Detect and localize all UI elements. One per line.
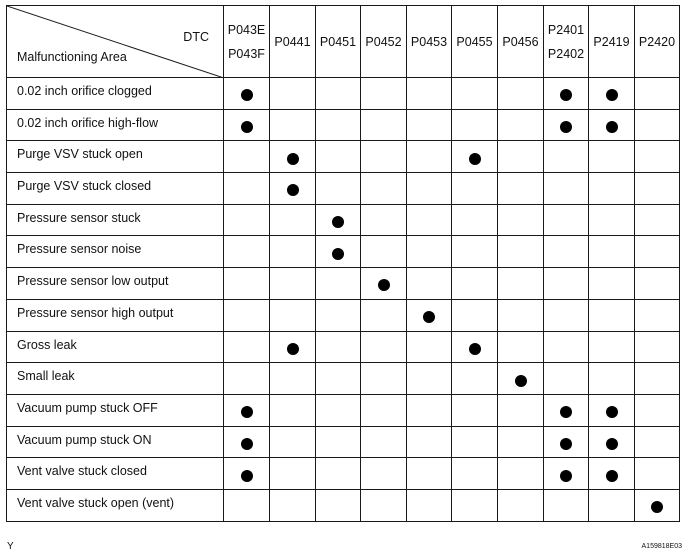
applicable-dot-icon (241, 470, 253, 482)
applicable-dot-icon (469, 153, 481, 165)
dtc-cell (452, 236, 498, 268)
applicable-dot-icon (469, 343, 481, 355)
dtc-cell (361, 426, 407, 458)
dtc-cell (407, 109, 452, 141)
applicable-dot-icon (332, 248, 344, 260)
dtc-cell (316, 489, 361, 521)
applicable-dot-icon (606, 121, 618, 133)
applicable-dot-icon (606, 470, 618, 482)
table-header-row (7, 6, 680, 78)
table-row (7, 141, 680, 173)
dtc-cell (635, 363, 680, 395)
dtc-code-label: P043F (228, 46, 265, 61)
applicable-dot-icon (560, 121, 572, 133)
dtc-cell (224, 489, 270, 521)
dtc-cell (224, 204, 270, 236)
dtc-cell (544, 363, 589, 395)
dtc-cell (544, 331, 589, 363)
applicable-dot-icon (241, 438, 253, 450)
dtc-cell (270, 204, 316, 236)
dtc-cell (224, 299, 270, 331)
dtc-cell (316, 299, 361, 331)
malfunction-area-label: Vent valve stuck open (vent) (7, 489, 224, 521)
dtc-cell (544, 109, 589, 141)
dtc-cell (224, 458, 270, 490)
dtc-cell (589, 489, 635, 521)
malfunction-area-label: Pressure sensor low output (7, 268, 224, 300)
dtc-cell (589, 268, 635, 300)
dtc-cell (316, 458, 361, 490)
dtc-cell (224, 141, 270, 173)
dtc-column-header (635, 6, 680, 78)
dtc-column-header (361, 6, 407, 78)
dtc-cell (270, 141, 316, 173)
dtc-cell (635, 78, 680, 110)
malfunction-area-label: Purge VSV stuck closed (7, 173, 224, 205)
malfunction-area-label: 0.02 inch orifice high-flow (7, 109, 224, 141)
table-row (7, 299, 680, 331)
dtc-cell (452, 363, 498, 395)
dtc-cell (270, 299, 316, 331)
dtc-cell (498, 141, 544, 173)
dtc-column-header (224, 6, 270, 78)
dtc-cell (544, 78, 589, 110)
applicable-dot-icon (606, 438, 618, 450)
table-row (7, 426, 680, 458)
dtc-code-label: P0451 (319, 34, 357, 49)
malfunction-area-label: Vacuum pump stuck OFF (7, 394, 224, 426)
dtc-cell (270, 173, 316, 205)
dtc-column-header (452, 6, 498, 78)
applicable-dot-icon (560, 89, 572, 101)
dtc-cell (224, 426, 270, 458)
dtc-cell (407, 426, 452, 458)
dtc-cell (270, 331, 316, 363)
dtc-cell (589, 426, 635, 458)
dtc-cell (544, 489, 589, 521)
applicable-dot-icon (241, 89, 253, 101)
applicable-dot-icon (332, 216, 344, 228)
table-row (7, 236, 680, 268)
malfunction-area-label: Purge VSV stuck open (7, 141, 224, 173)
dtc-code-label: P0452 (365, 34, 402, 49)
dtc-cell (498, 489, 544, 521)
dtc-cell (407, 489, 452, 521)
dtc-cell (224, 331, 270, 363)
dtc-cell (270, 78, 316, 110)
dtc-cell (635, 299, 680, 331)
dtc-cell (544, 394, 589, 426)
dtc-cell (361, 299, 407, 331)
table-row (7, 204, 680, 236)
dtc-cell (498, 331, 544, 363)
dtc-cell (498, 236, 544, 268)
dtc-cell (316, 268, 361, 300)
dtc-cell (589, 363, 635, 395)
dtc-code-label: P0441 (274, 34, 311, 49)
dtc-cell (544, 141, 589, 173)
applicable-dot-icon (606, 89, 618, 101)
figure-id-label: A159818E03 (641, 543, 682, 550)
dtc-cell (224, 363, 270, 395)
dtc-cell (635, 173, 680, 205)
table-row (7, 331, 680, 363)
dtc-cell (316, 426, 361, 458)
dtc-cell (635, 489, 680, 521)
dtc-cell (270, 426, 316, 458)
dtc-cell (452, 489, 498, 521)
dtc-cell (361, 236, 407, 268)
applicable-dot-icon (287, 153, 299, 165)
dtc-cell (407, 331, 452, 363)
dtc-cell (544, 458, 589, 490)
table-row (7, 458, 680, 490)
table-row (7, 268, 680, 300)
dtc-cell (361, 489, 407, 521)
dtc-code-label: P0455 (456, 34, 493, 49)
dtc-cell (635, 394, 680, 426)
dtc-cell (635, 204, 680, 236)
dtc-cell (635, 109, 680, 141)
malfunction-area-label: Gross leak (7, 331, 224, 363)
dtc-cell (361, 204, 407, 236)
dtc-cell (361, 109, 407, 141)
malfunction-area-label: Vacuum pump stuck ON (7, 426, 224, 458)
dtc-code-label: P0456 (502, 34, 539, 49)
dtc-cell (498, 363, 544, 395)
dtc-cell (270, 458, 316, 490)
dtc-cell (498, 426, 544, 458)
dtc-cell (498, 109, 544, 141)
dtc-code-label: P2402 (547, 46, 585, 61)
dtc-cell (224, 394, 270, 426)
dtc-cell (361, 173, 407, 205)
dtc-cell (544, 236, 589, 268)
dtc-cell (452, 299, 498, 331)
dtc-cell (316, 331, 361, 363)
dtc-cell (589, 236, 635, 268)
dtc-cell (270, 363, 316, 395)
dtc-cell (498, 394, 544, 426)
dtc-cell (224, 173, 270, 205)
malfunction-area-label: 0.02 inch orifice clogged (7, 78, 224, 110)
dtc-cell (316, 394, 361, 426)
dtc-code-label: P0453 (410, 34, 448, 49)
dtc-cell (452, 173, 498, 205)
footer-left-mark: Y (7, 541, 14, 552)
dtc-cell (407, 173, 452, 205)
dtc-cell (452, 394, 498, 426)
dtc-cell (407, 236, 452, 268)
dtc-cell (544, 204, 589, 236)
dtc-cell (544, 173, 589, 205)
dtc-cell (452, 268, 498, 300)
dtc-column-header (407, 6, 452, 78)
dtc-cell (270, 109, 316, 141)
malfunctioning-area-header-label: Malfunctioning Area (17, 50, 127, 64)
dtc-cell (589, 109, 635, 141)
malfunction-area-label: Pressure sensor stuck (7, 204, 224, 236)
applicable-dot-icon (606, 406, 618, 418)
table-row (7, 489, 680, 521)
dtc-cell (635, 141, 680, 173)
dtc-cell (452, 426, 498, 458)
dtc-cell (316, 78, 361, 110)
table-body (7, 78, 680, 522)
dtc-cell (498, 204, 544, 236)
dtc-cell (589, 331, 635, 363)
dtc-column-header (589, 6, 635, 78)
dtc-code-label: P2420 (638, 34, 676, 49)
dtc-cell (407, 268, 452, 300)
dtc-cell (361, 78, 407, 110)
table-row (7, 173, 680, 205)
dtc-cell (498, 458, 544, 490)
dtc-cell (316, 109, 361, 141)
dtc-malfunction-table (6, 5, 680, 522)
dtc-cell (544, 299, 589, 331)
dtc-cell (407, 363, 452, 395)
table-row (7, 109, 680, 141)
dtc-cell (270, 268, 316, 300)
dtc-cell (361, 363, 407, 395)
dtc-cell (270, 236, 316, 268)
dtc-cell (452, 204, 498, 236)
dtc-cell (635, 458, 680, 490)
dtc-header-label: DTC (183, 30, 209, 44)
dtc-cell (224, 78, 270, 110)
dtc-cell (635, 331, 680, 363)
dtc-cell (589, 458, 635, 490)
dtc-code-label: P043E (227, 22, 266, 37)
dtc-cell (407, 299, 452, 331)
dtc-cell (407, 204, 452, 236)
dtc-cell (635, 268, 680, 300)
malfunction-area-label: Small leak (7, 363, 224, 395)
dtc-cell (589, 173, 635, 205)
dtc-cell (316, 363, 361, 395)
dtc-cell (407, 458, 452, 490)
dtc-column-header (270, 6, 316, 78)
applicable-dot-icon (560, 470, 572, 482)
dtc-cell (452, 331, 498, 363)
dtc-cell (498, 299, 544, 331)
dtc-cell (316, 236, 361, 268)
dtc-cell (361, 141, 407, 173)
applicable-dot-icon (651, 501, 663, 513)
dtc-column-header (316, 6, 361, 78)
applicable-dot-icon (241, 406, 253, 418)
applicable-dot-icon (378, 279, 390, 291)
dtc-cell (452, 109, 498, 141)
dtc-cell (589, 394, 635, 426)
table-row (7, 78, 680, 110)
table-row (7, 394, 680, 426)
dtc-cell (316, 141, 361, 173)
dtc-cell (316, 204, 361, 236)
malfunction-area-label: Pressure sensor noise (7, 236, 224, 268)
dtc-cell (361, 394, 407, 426)
dtc-cell (498, 268, 544, 300)
applicable-dot-icon (241, 121, 253, 133)
dtc-cell (498, 78, 544, 110)
dtc-cell (544, 268, 589, 300)
dtc-cell (452, 141, 498, 173)
dtc-cell (270, 489, 316, 521)
dtc-cell (635, 426, 680, 458)
dtc-cell (589, 78, 635, 110)
dtc-column-header (544, 6, 589, 78)
dtc-cell (589, 204, 635, 236)
table-row (7, 363, 680, 395)
dtc-cell (361, 331, 407, 363)
dtc-column-header (498, 6, 544, 78)
dtc-cell (452, 78, 498, 110)
dtc-cell (407, 394, 452, 426)
dtc-cell (498, 173, 544, 205)
header-corner-cell (7, 6, 224, 78)
dtc-cell (270, 394, 316, 426)
dtc-cell (544, 426, 589, 458)
applicable-dot-icon (287, 184, 299, 196)
applicable-dot-icon (560, 406, 572, 418)
dtc-cell (224, 268, 270, 300)
applicable-dot-icon (423, 311, 435, 323)
dtc-cell (452, 458, 498, 490)
dtc-cell (407, 78, 452, 110)
dtc-cell (224, 236, 270, 268)
dtc-code-label: P2401 (547, 22, 585, 37)
dtc-cell (361, 458, 407, 490)
dtc-cell (635, 236, 680, 268)
dtc-code-label: P2419 (593, 34, 630, 49)
applicable-dot-icon (287, 343, 299, 355)
dtc-cell (224, 109, 270, 141)
malfunction-area-label: Vent valve stuck closed (7, 458, 224, 490)
dtc-cell (407, 141, 452, 173)
malfunction-area-label: Pressure sensor high output (7, 299, 224, 331)
dtc-cell (316, 173, 361, 205)
dtc-cell (589, 141, 635, 173)
applicable-dot-icon (560, 438, 572, 450)
dtc-cell (361, 268, 407, 300)
applicable-dot-icon (515, 375, 527, 387)
dtc-cell (589, 299, 635, 331)
